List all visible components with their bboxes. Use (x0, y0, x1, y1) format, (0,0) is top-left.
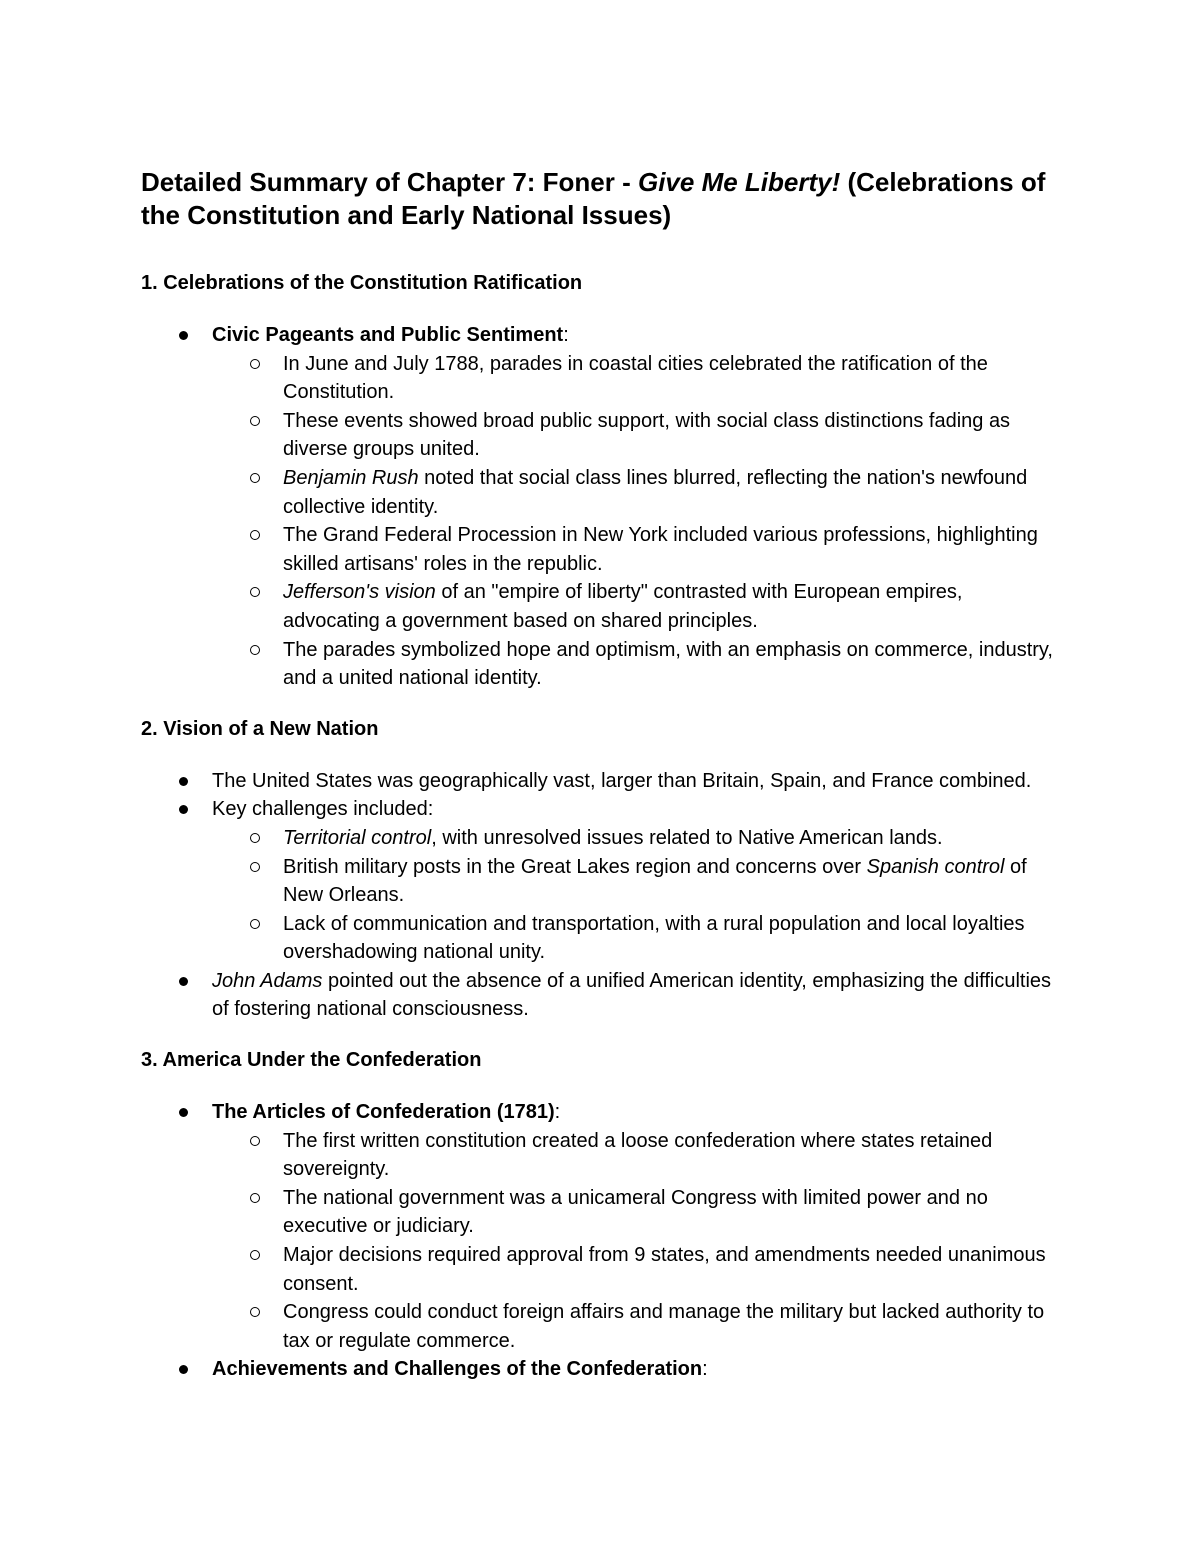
sub-list-item: The first written constitution created a loose confederation where states retained sovereignty. (141, 1127, 1061, 1184)
section-3-list (141, 1098, 1061, 1384)
sub-list-item: Benjamin Rush noted that social class lines blurred, reflecting the nation's newfound collective identity. (141, 464, 1061, 521)
sub-list (212, 1127, 1061, 1356)
list-item: Achievements and Challenges of the Confederation: (141, 1355, 1061, 1384)
sub-list-item: Territorial control, with unresolved issues related to Native American lands. (141, 824, 1061, 853)
document-page (141, 166, 1061, 1406)
sub-list-item: The parades symbolized hope and optimism, with an emphasis on commerce, industry, and a united national identity. (141, 636, 1061, 693)
sub-list-item: British military posts in the Great Lakes region and concerns over Spanish control of New Orleans. (141, 853, 1061, 910)
list-item: Key challenges included: Territorial control, with unresolved issues related to Native American lands. British military posts in the Great Lakes region and concerns over Spanish control of New Orleans. Lack of communication and transportation, with a rural population and local loyalties overshadowing national unity. (141, 795, 1061, 967)
sub-list (212, 350, 1061, 693)
list-item: The Articles of Confederation (1781): The first written constitution created a loose confederation where states retained sovereignty. The national government was a unicameral Congress with limited power and no executive or judiciary. Major decisions required approval from 9 states, and amendments needed unanimous consent. Congress could conduct foreign affairs and manage the military but lacked authority to tax or regulate commerce. (141, 1098, 1061, 1355)
section-heading-1: 1. Celebrations of the Constitution Ratification (141, 272, 583, 294)
sub-list-item: Major decisions required approval from 9 states, and amendments needed unanimous consent. (141, 1241, 1061, 1298)
section-heading-2: 2. Vision of a New Nation (141, 717, 379, 740)
sub-list-item: Lack of communication and transportation, with a rural population and local loyalties overshadowing national unity. (141, 910, 1061, 967)
sub-list-item: In June and July 1788, parades in coastal cities celebrated the ratification of the Constitution. (141, 350, 1061, 407)
sub-list-item: Congress could conduct foreign affairs and manage the military but lacked authority to tax or regulate commerce. (141, 1298, 1061, 1355)
section-heading-3: 3. America Under the Confederation (141, 1049, 482, 1072)
section-1-list (141, 321, 1061, 693)
list-item: The United States was geographically vast, larger than Britain, Spain, and France combined. (141, 767, 1061, 796)
section-2-list (141, 767, 1061, 1024)
sub-list-item: Jefferson's vision of an "empire of liberty" contrasted with European empires, advocating a government based on shared principles. (141, 578, 1061, 635)
sub-list (212, 824, 1061, 967)
list-item: Civic Pageants and Public Sentiment: In June and July 1788, parades in coastal cities celebrated the ratification of the Constitution. These events showed broad public support, with social class distinctions fading as diverse groups united. Benjamin Rush noted that social class lines blurred, reflecting the nation's newfound collective identity. The Grand Federal Procession in New York included various professions, highlighting skilled artisans' roles in the republic. Jefferson's vision of an "empire of liberty" contrasted with European empires, advocating a government based on shared principles. The parades symbolized hope and optimism, with an emphasis on commerce, industry, and a united national identity. (141, 321, 1061, 693)
book-title: Give Me Liberty! (637, 167, 841, 197)
list-item: John Adams pointed out the absence of a unified American identity, emphasizing the difficulties of fostering national consciousness. (141, 967, 1061, 1024)
sub-list-item: The Grand Federal Procession in New York included various professions, highlighting skilled artisans' roles in the republic. (141, 521, 1061, 578)
sub-list-item: These events showed broad public support, with social class distinctions fading as diverse groups united. (141, 407, 1061, 464)
sub-list-item: The national government was a unicameral Congress with limited power and no executive or judiciary. (141, 1184, 1061, 1241)
document-title: Detailed Summary of Chapter 7: Foner - Give Me Liberty! (Celebrations of the Constitution and Early National Issues) (141, 167, 1046, 230)
